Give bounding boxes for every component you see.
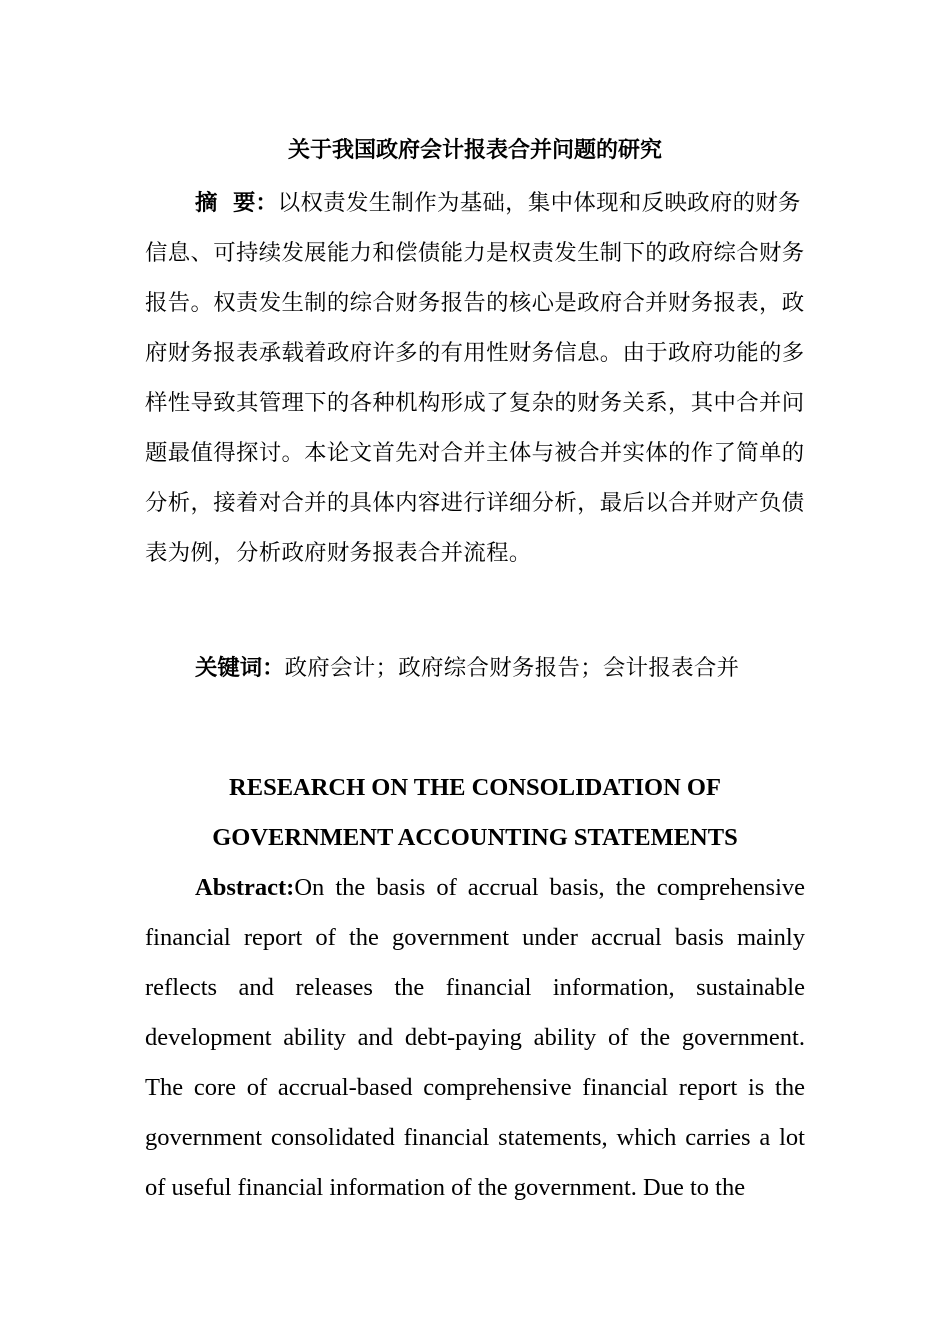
english-title xyxy=(0,763,950,863)
english-abstract-label: Abstract: xyxy=(195,874,295,901)
english-title-line-2: GOVERNMENT ACCOUNTING STATEMENTS xyxy=(212,824,738,851)
chinese-abstract-label: 摘 要： xyxy=(195,190,278,216)
english-abstract-text: On the basis of accrual basis, the comprehensive financial report of the government under accrual basis mainly reflects and releases the financial information, sustainable development ability and debt-paying ability of the government. The core of accrual-based comprehensive financial report is the government consolidated financial statements, which carries a lot of useful financial information of the government. Due to the xyxy=(145,874,805,1201)
chinese-keywords xyxy=(145,643,785,693)
english-abstract xyxy=(145,863,805,1213)
english-title-line-1: RESEARCH ON THE CONSOLIDATION OF xyxy=(229,774,721,801)
chinese-abstract xyxy=(145,178,805,578)
chinese-title: 关于我国政府会计报表合并问题的研究 xyxy=(287,138,662,163)
chinese-abstract-text: 以权责发生制作为基础，集中体现和反映政府的财务信息、可持续发展能力和偿债能力是权责发生制下的政府综合财务报告。权责发生制的综合财务报告的核心是政府合并财务报表，政府财务报表承载着政府许多的有用性财务信息。由于政府功能的多样性导致其管理下的各种机构形成了复杂的财务关系，其中合并问题最值得探讨。本论文首先对合并主体与被合并实体的作了简单的分析，接着对合并的具体内容进行详细分析，最后以合并财产负债表为例，分析政府财务报表合并流程。 xyxy=(145,190,805,566)
chinese-keywords-text: 政府会计；政府综合财务报告；会计报表合并 xyxy=(284,655,740,681)
chinese-keywords-label: 关键词： xyxy=(195,655,285,681)
